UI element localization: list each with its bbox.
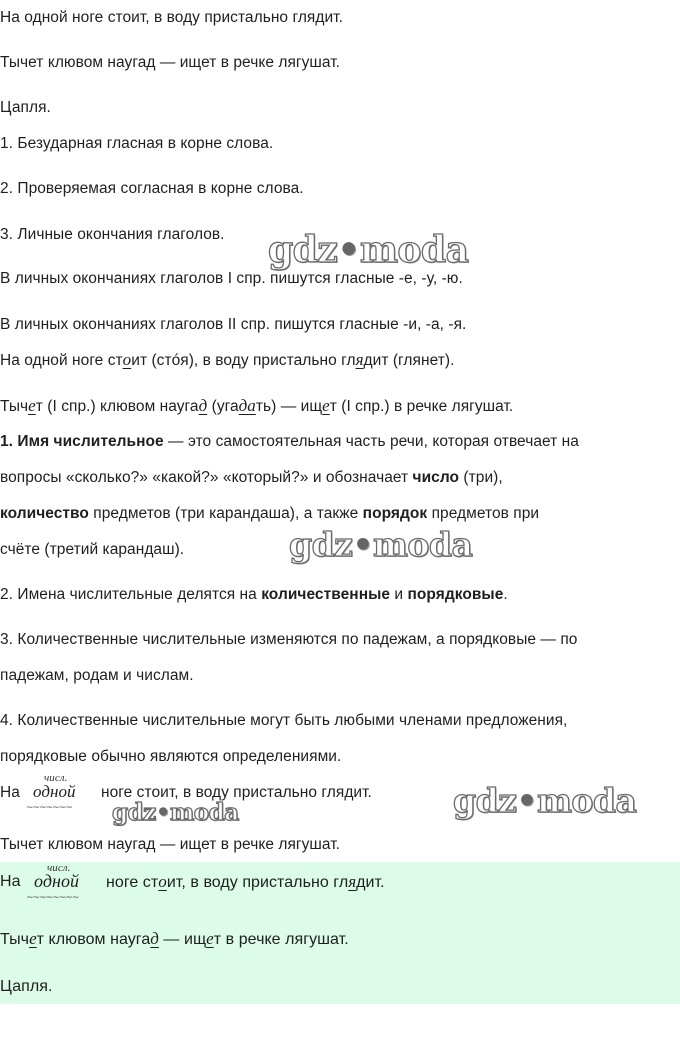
text-fragment: т в речке лягушат. bbox=[213, 931, 349, 948]
parse-rest: ноге стоит, в воду пристально глядит. bbox=[101, 784, 372, 801]
numeral-rule-3-line-1: 3. Количественные числительные изменяются по падежам, а порядковые — по bbox=[0, 631, 578, 648]
numeral-rule-4-line-2: порядковые обычно являются определениями. bbox=[0, 748, 342, 765]
watermark-text: gdz bbox=[453, 781, 517, 820]
text-fragment: вопросы «сколько?» «какой?» «который?» и обозначает bbox=[0, 469, 413, 486]
watermark-logo bbox=[268, 229, 469, 271]
watermark-text: gdz bbox=[289, 525, 353, 564]
text-fragment: (уга bbox=[207, 398, 239, 415]
vowel-mark: о bbox=[158, 872, 167, 891]
watermark-logo bbox=[453, 781, 637, 820]
riddle-line-1: На одной ноге стоит, в воду пристально глядит. bbox=[0, 9, 343, 26]
watermark-dot: • bbox=[337, 229, 360, 271]
watermark-text: moda bbox=[169, 799, 239, 826]
text-fragment: нет). bbox=[420, 352, 455, 369]
term-bold: порядковые bbox=[407, 586, 504, 603]
numeral-def-line-2 bbox=[0, 468, 503, 488]
stressed-vowel: я bbox=[412, 352, 421, 369]
watermark-logo bbox=[112, 801, 239, 824]
rule-1: 1. Безударная гласная в корне слова. bbox=[0, 135, 274, 152]
answer-line-3: Цапля. bbox=[0, 978, 53, 995]
vowel-mark: е bbox=[29, 929, 37, 948]
text-fragment: ит, в воду пристально гл bbox=[166, 874, 349, 891]
vowel-mark: я bbox=[348, 872, 357, 891]
vowel-mark: о bbox=[122, 350, 132, 369]
watermark-text: moda bbox=[536, 781, 637, 820]
marked-line-2 bbox=[0, 396, 513, 417]
watermark-dot: • bbox=[155, 799, 170, 826]
parse-line-2: Тычет клювом наугад — ищет в речке лягушат. bbox=[0, 836, 340, 853]
wavy-underline: ~~~~~~~~ bbox=[26, 893, 79, 903]
vowel-mark: е bbox=[206, 929, 214, 948]
text-fragment: предметов (три карандаша), а также bbox=[88, 505, 363, 522]
text-fragment: (три), bbox=[459, 469, 503, 486]
term-bold: число bbox=[412, 469, 460, 486]
numeral-word: одной bbox=[34, 871, 80, 891]
text-fragment: дит (гл bbox=[363, 352, 413, 369]
answer-line-1 bbox=[106, 872, 385, 893]
text-fragment: ть) — ищ bbox=[255, 398, 323, 415]
vowel-mark: е bbox=[322, 396, 330, 415]
term-bold: количественные bbox=[261, 586, 391, 603]
answer-na: На bbox=[0, 873, 21, 890]
numeral-def-line-4: счёте (третий карандаш). bbox=[0, 541, 185, 558]
numeral-rule-3-line-2: падежам, родам и числам. bbox=[0, 667, 194, 684]
rule-3-conj-1: В личных окончаниях глаголов I спр. пишутся гласные -е, -у, -ю. bbox=[0, 270, 463, 287]
text-fragment: На одной ноге ст bbox=[0, 352, 123, 369]
text-fragment: и bbox=[390, 586, 408, 603]
numeral-def-line-1 bbox=[0, 432, 579, 452]
text-fragment: ит (ст bbox=[131, 352, 172, 369]
parse-na: На bbox=[0, 784, 20, 801]
watermark-text: gdz bbox=[268, 229, 338, 271]
rule-2: 2. Проверяемая согласная в корне слова. bbox=[0, 180, 304, 197]
watermark-text: moda bbox=[372, 525, 473, 564]
text-fragment: т (I спр.) клювом науга bbox=[35, 398, 199, 415]
pos-mark: числ. bbox=[47, 862, 71, 874]
vowel-mark: я bbox=[355, 350, 364, 369]
riddle-answer: Цапля. bbox=[0, 99, 51, 116]
text-fragment: Тыч bbox=[0, 931, 30, 948]
consonant-mark: да bbox=[238, 396, 256, 415]
numeral-word: одной bbox=[33, 782, 76, 801]
vowel-mark: е bbox=[28, 396, 36, 415]
term-bold: количество bbox=[0, 505, 89, 522]
watermark-text: moda bbox=[359, 229, 469, 271]
stressed-vowel: ó bbox=[171, 352, 181, 369]
text-fragment: т (I спр.) в речке лягушат. bbox=[329, 398, 514, 415]
watermark-dot: • bbox=[516, 781, 537, 820]
riddle-line-2: Тычет клювом наугад — ищет в речке лягушат. bbox=[0, 54, 340, 71]
text-fragment: я), в воду пристально гл bbox=[180, 352, 356, 369]
answer-line-2 bbox=[0, 929, 349, 950]
text-fragment: ноге ст bbox=[106, 874, 159, 891]
numeral-rule-2 bbox=[0, 585, 508, 605]
rule-3-conj-2: В личных окончаниях глаголов II спр. пишутся гласные -и, -а, -я. bbox=[0, 316, 467, 333]
watermark-dot: • bbox=[352, 525, 373, 564]
wavy-underline: ~~~~~~~ bbox=[26, 803, 72, 813]
text-fragment: Тыч bbox=[0, 398, 29, 415]
text-fragment: — ищ bbox=[158, 931, 207, 948]
text-fragment: т клювом науга bbox=[36, 931, 151, 948]
numeral-rule-4-line-1: 4. Количественные числительные могут быть любыми членами предложения, bbox=[0, 712, 568, 729]
marked-line-1 bbox=[0, 350, 454, 371]
consonant-mark: д bbox=[150, 929, 159, 948]
watermark-logo bbox=[289, 525, 473, 564]
text-fragment: . bbox=[503, 586, 508, 603]
term-bold: порядок bbox=[362, 505, 428, 522]
consonant-mark: д bbox=[198, 396, 208, 415]
numeral-def-line-3 bbox=[0, 504, 539, 524]
text-fragment: 2. Имена числительные делятся на bbox=[0, 586, 262, 603]
watermark-text: gdz bbox=[112, 799, 156, 826]
text-fragment: предметов при bbox=[427, 505, 540, 522]
text-fragment: — это самостоятельная часть речи, которая отвечает на bbox=[163, 433, 579, 450]
text-fragment: дит. bbox=[356, 874, 385, 891]
rule-3: 3. Личные окончания глаголов. bbox=[0, 226, 225, 243]
pos-mark: числ. bbox=[44, 772, 68, 784]
term-bold: 1. Имя числительное bbox=[0, 433, 164, 450]
